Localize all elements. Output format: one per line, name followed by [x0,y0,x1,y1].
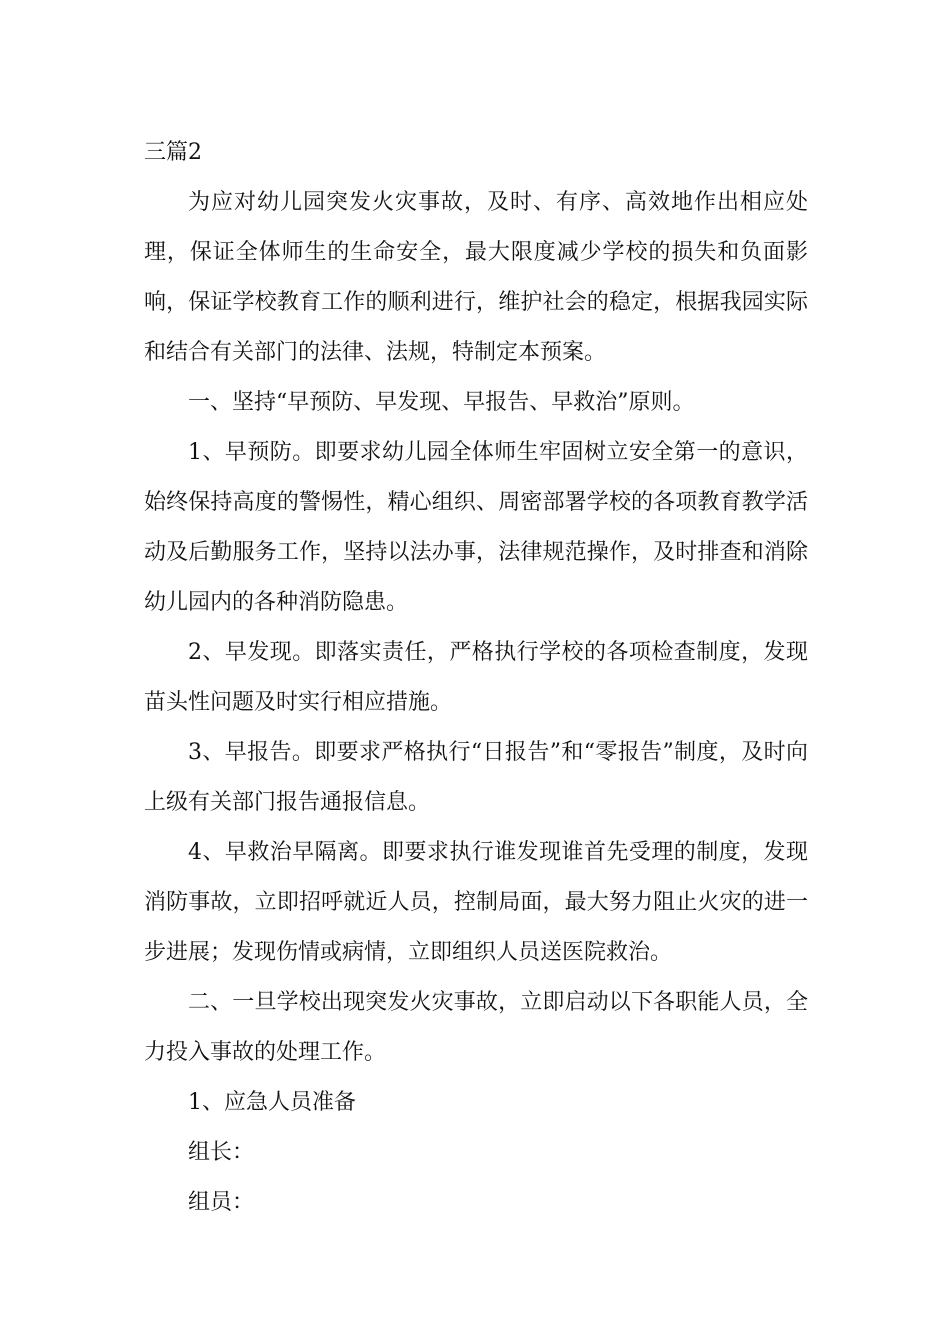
paragraph-early-prevention: 1、早预防。即要求幼儿园全体师生牢固树立安全第一的意识，始终保持高度的警惕性，精心组织、周密部署学校的各项教育教学活动及后勤服务工作，坚持以法办事，法律规范操作，及时排查和消除幼儿园内的各种消防隐患。 [144,440,808,615]
paragraph-early-report: 3、早报告。即要求严格执行“日报告”和“零报告”制度，及时向上级有关部门报告通报信息。 [144,740,808,815]
document-heading: 三篇2 [144,140,202,165]
document-body [144,128,808,1228]
paragraph-emergency-staff: 1、应急人员准备 [188,1090,356,1115]
paragraph-team-members: 组员： [188,1190,255,1215]
paragraph-team-leader: 组长： [188,1140,255,1165]
paragraph-early-treatment: 4、早救治早隔离。即要求执行谁发现谁首先受理的制度，发现消防事故，立即招呼就近人员，控制局面，最大努力阻止火灾的进一步进展；发现伤情或病情，立即组织人员送医院救治。 [144,840,808,965]
paragraph-intro: 为应对幼儿园突发火灾事故，及时、有序、高效地作出相应处理，保证全体师生的生命安全，最大限度减少学校的损失和负面影响，保证学校教育工作的顺利进行，维护社会的稳定，根据我园实际和结合有关部门的法律、法规，特制定本预案。 [144,190,808,365]
paragraph-principle: 一、坚持“早预防、早发现、早报告、早救治”原则。 [188,390,695,415]
paragraph-early-detection: 2、早发现。即落实责任，严格执行学校的各项检查制度，发现苗头性问题及时实行相应措施。 [144,640,808,715]
paragraph-emergency-start: 二、一旦学校出现突发火灾事故，立即启动以下各职能人员，全力投入事故的处理工作。 [144,990,808,1065]
